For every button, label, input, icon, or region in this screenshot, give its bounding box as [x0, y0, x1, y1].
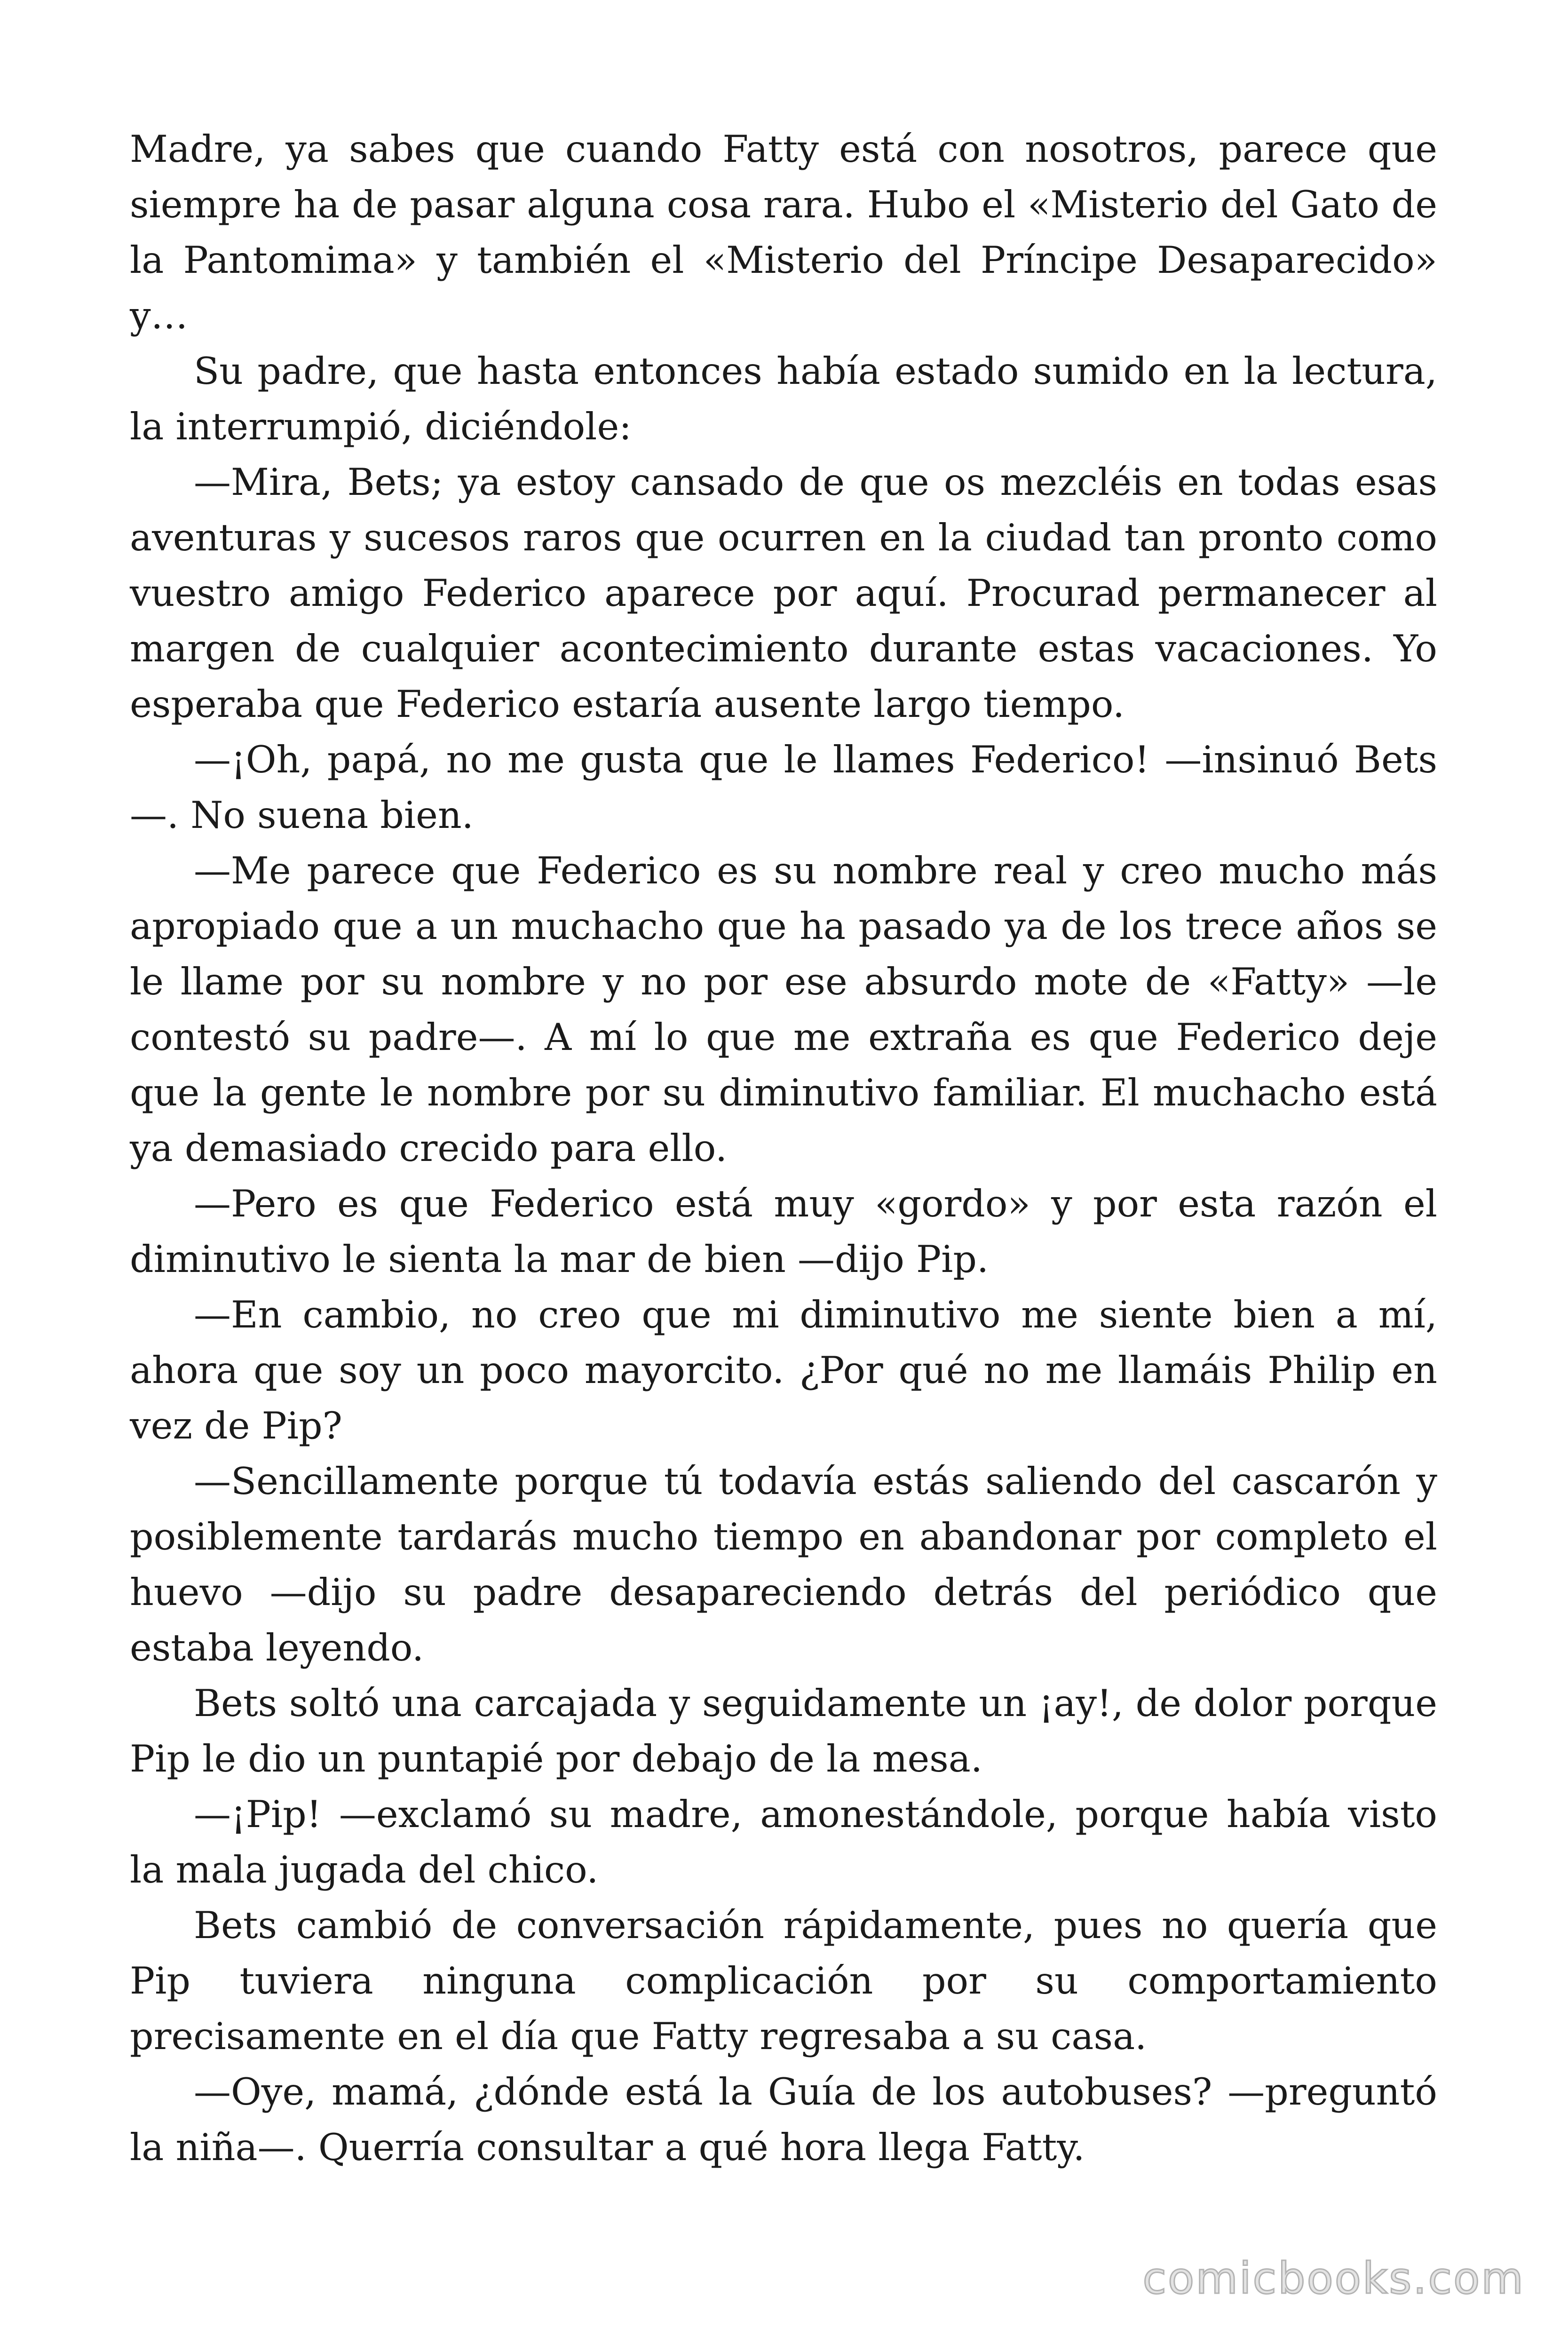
paragraph-8: —Sencillamente porque tú todavía estás saliendo del cascarón y posiblemente tardarás mucho tiempo en abandonar por completo el huevo —dijo su padre desapareciendo detrás del periódico que estaba leyendo. — [130, 1460, 1437, 1669]
paragraph-4: —¡Oh, papá, no me gusta que le llames Federico! —insinuó Bets —. No suena bien. — [130, 738, 1437, 837]
paragraph-6: —Pero es que Federico está muy «gordo» y por esta razón el diminutivo le sienta la mar de bien —dijo Pip. — [130, 1182, 1437, 1281]
book-page-text — [130, 121, 1437, 2175]
paragraph-2: Su padre, que hasta entonces había estado sumido en la lectura, la interrumpió, diciéndole: — [130, 350, 1437, 448]
paragraph-7: —En cambio, no creo que mi diminutivo me siente bien a mí, ahora que soy un poco mayorcito. ¿Por qué no me llamáis Philip en vez de Pip? — [130, 1293, 1437, 1447]
paragraph-12: —Oye, mamá, ¿dónde está la Guía de los autobuses? —preguntó la niña—. Querría consultar a qué hora llega Fatty. — [130, 2070, 1437, 2169]
paragraph-10: —¡Pip! —exclamó su madre, amonestándole, porque había visto la mala jugada del chico. — [130, 1793, 1437, 1891]
paragraph-5: —Me parece que Federico es su nombre real y creo mucho más apropiado que a un muchacho que ha pasado ya de los trece años se le llame por su nombre y no por ese absurdo mote de «Fatty» —le contestó su padre—. A mí lo que me extraña es que Federico deje que la gente le nombre por su diminutivo familiar. El muchacho está ya demasiado crecido para ello. — [130, 849, 1437, 1170]
paragraph-9: Bets soltó una carcajada y seguidamente un ¡ay!, de dolor porque Pip le dio un puntapié por debajo de la mesa. — [130, 1682, 1437, 1780]
paragraph-3: —Mira, Bets; ya estoy cansado de que os mezcléis en todas esas aventuras y sucesos raros que ocurren en la ciudad tan pronto como vuestro amigo Federico aparece por aquí. Procurad permanecer al margen de cualquier acontecimiento durante estas vacaciones. Yo esperaba que Federico estaría ausente largo tiempo. — [130, 461, 1437, 726]
paragraph-11: Bets cambió de conversación rápidamente, pues no quería que Pip tuviera ninguna complicación por su comportamiento precisamente en el día que Fatty regresaba a su casa. — [130, 1904, 1437, 2058]
paragraph-1: Madre, ya sabes que cuando Fatty está con nosotros, parece que siempre ha de pasar alguna cosa rara. Hubo el «Misterio del Gato de la Pantomima» y también el «Misterio del Príncipe Desaparecido» y… — [130, 127, 1437, 337]
watermark: comicbooks.com — [1142, 2253, 1525, 2304]
